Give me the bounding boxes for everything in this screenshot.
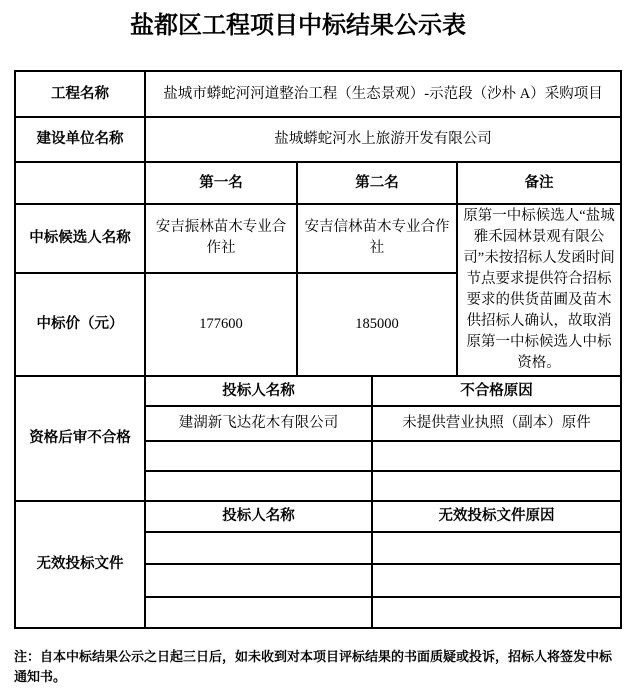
builder-name-value: 盐城蟒蛇河水上旅游开发有限公司 (145, 117, 621, 162)
table-row (15, 117, 621, 162)
invalid-bidder-cell (145, 597, 372, 628)
project-name-label: 工程名称 (15, 71, 145, 117)
invalid-reason-cell (372, 532, 621, 564)
candidate-first-value: 安吉振林苗木专业合作社 (145, 204, 297, 273)
unqualified-bidder-cell (145, 441, 372, 471)
invalid-reason-header: 无效投标文件原因 (372, 501, 621, 532)
unqualified-reason-cell: 未提供营业执照（副本）原件 (372, 406, 621, 441)
remark-value: 原第一中标候选人“盐城雅禾园林景观有限公司”未按招标人发函时间节点要求提供符合招标要求的供货苗圃及苗木供招标人确认，故取消原第一中标候选人中标资格。 (457, 204, 621, 376)
unqualified-section-label: 资格后审不合格 (15, 376, 145, 501)
invalid-reason-cell (372, 564, 621, 597)
unqualified-bidder-cell: 建湖新飞达花木有限公司 (145, 406, 372, 441)
builder-name-label: 建设单位名称 (15, 117, 145, 162)
second-place-header: 第二名 (297, 162, 457, 204)
unqualified-reason-cell (372, 471, 621, 501)
table-row (15, 162, 621, 204)
bid-result-table (14, 70, 622, 629)
table-row (15, 501, 621, 532)
table-row (15, 71, 621, 117)
invalid-bidder-cell (145, 564, 372, 597)
first-place-header: 第一名 (145, 162, 297, 204)
unqualified-bidder-cell (145, 471, 372, 501)
blank-cell (15, 162, 145, 204)
unqualified-reason-header: 不合格原因 (372, 376, 621, 406)
price-second-value: 185000 (297, 273, 457, 376)
announcement-page (0, 12, 630, 692)
unqualified-reason-cell (372, 441, 621, 471)
invalid-bidder-header: 投标人名称 (145, 501, 372, 532)
unqualified-bidder-header: 投标人名称 (145, 376, 372, 406)
page-title: 盐都区工程项目中标结果公示表 (130, 13, 466, 39)
project-name-value: 盐城市蟒蛇河河道整治工程（生态景观）-示范段（沙朴 A）采购项目 (145, 71, 621, 117)
invalid-section-label: 无效投标文件 (15, 501, 145, 628)
table-row (15, 204, 621, 273)
invalid-reason-cell (372, 597, 621, 628)
candidate-second-value: 安吉信林苗木专业合作社 (297, 204, 457, 273)
price-first-value: 177600 (145, 273, 297, 376)
footer-note: 注：自本中标结果公示之日起三日后，如未收到对本项目评标结果的书面质疑或投诉，招标人将签发中标通知书。 (14, 649, 613, 684)
price-label: 中标价（元） (15, 273, 145, 376)
table-row (15, 376, 621, 406)
invalid-bidder-cell (145, 532, 372, 564)
candidates-label: 中标候选人名称 (15, 204, 145, 273)
remark-header: 备注 (457, 162, 621, 204)
